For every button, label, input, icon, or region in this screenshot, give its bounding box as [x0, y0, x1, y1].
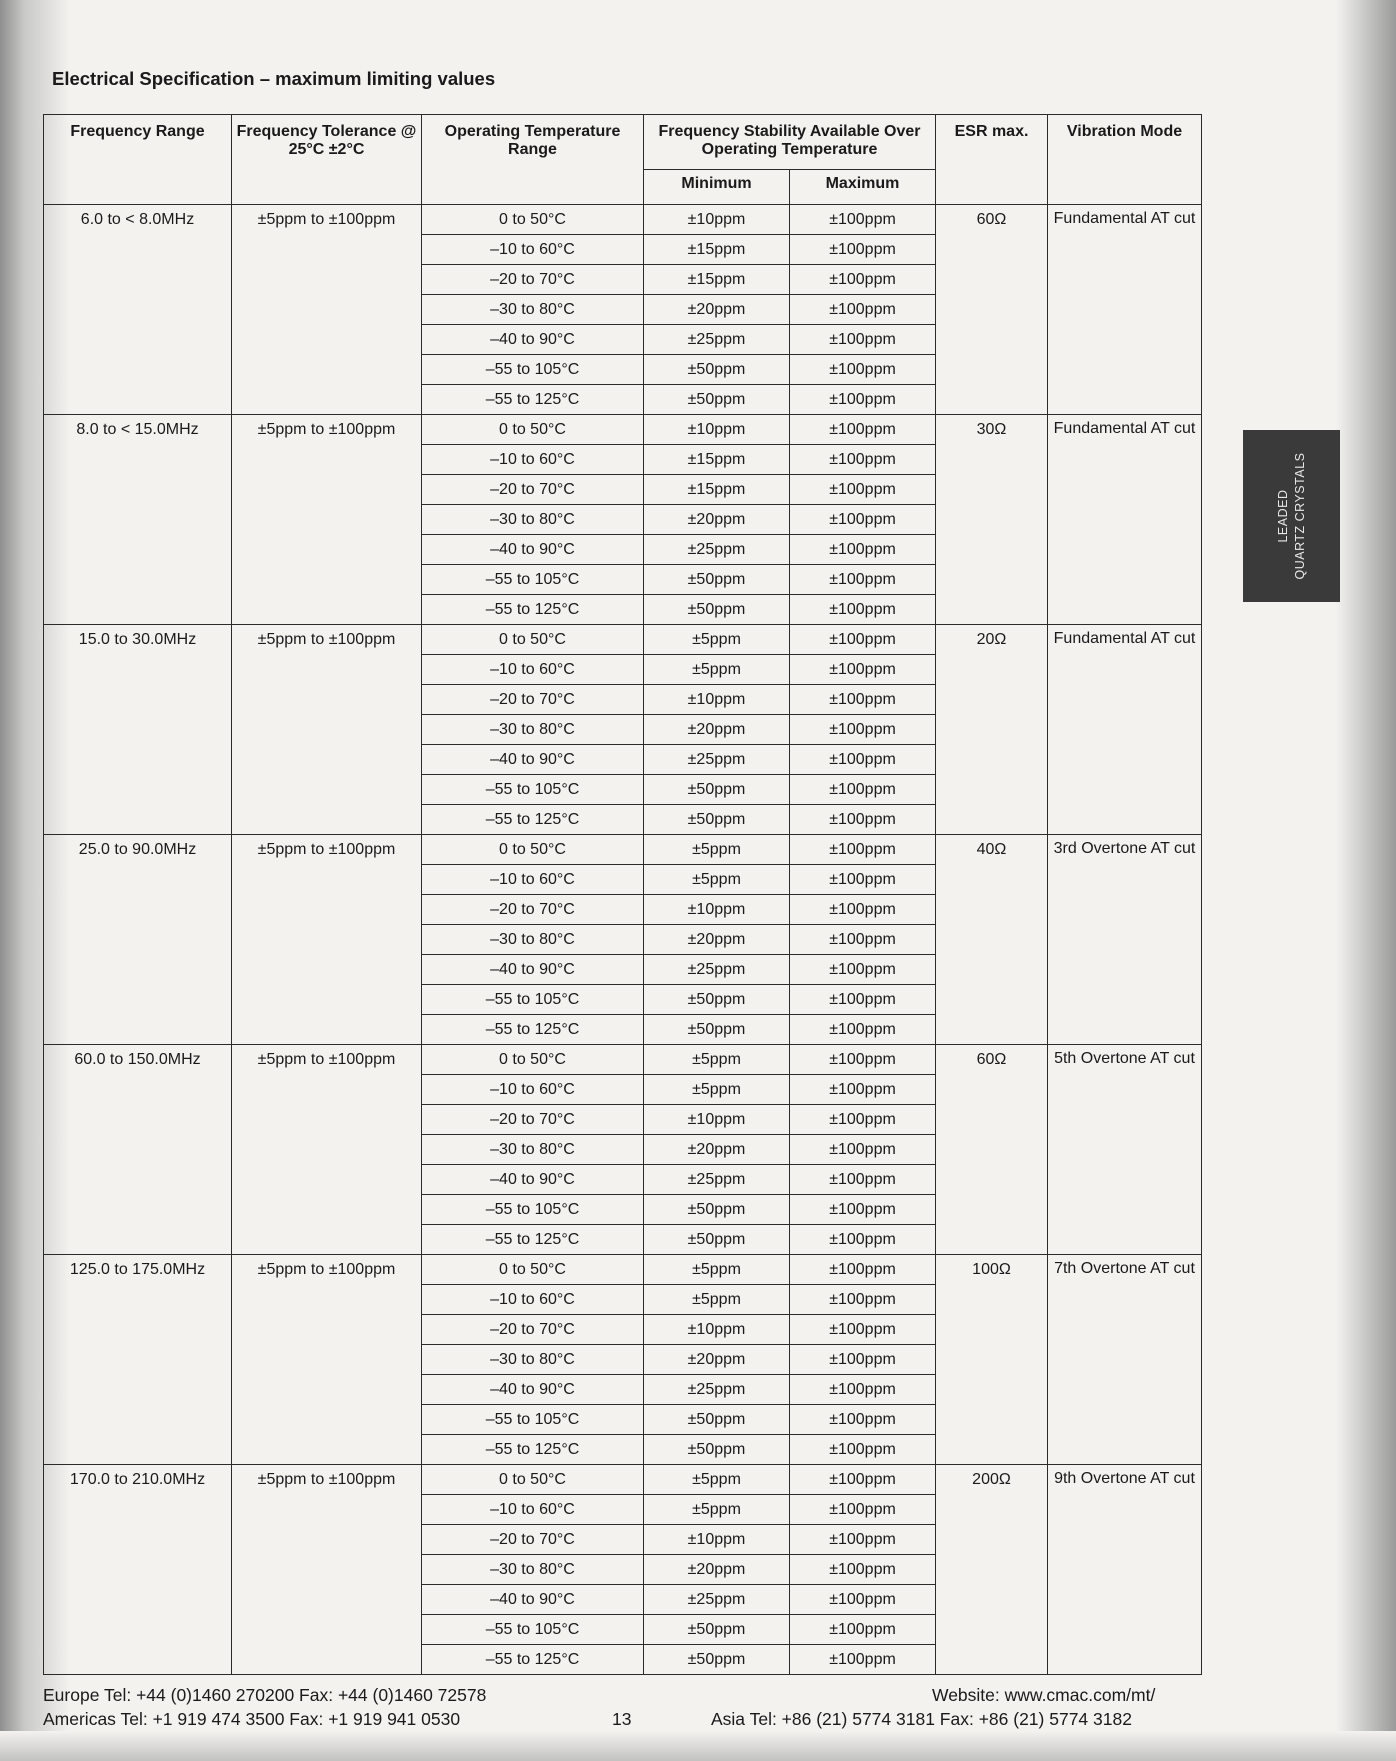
stability-min-cell: ±5ppm [644, 1465, 790, 1495]
stability-min-cell: ±50ppm [644, 1405, 790, 1435]
spec-table-body [44, 205, 1202, 1675]
stability-max-cell: ±100ppm [790, 325, 936, 355]
temperature-range-cell: –30 to 80°C [422, 505, 644, 535]
frequency-tolerance-cell: ±5ppm to ±100ppm [232, 1465, 422, 1675]
stability-max-cell: ±100ppm [790, 745, 936, 775]
temperature-range-cell: –40 to 90°C [422, 1375, 644, 1405]
temperature-range-cell: –30 to 80°C [422, 1555, 644, 1585]
stability-min-cell: ±5ppm [644, 865, 790, 895]
table-row [44, 1255, 1202, 1285]
frequency-range-cell: 15.0 to 30.0MHz [44, 625, 232, 835]
stability-min-cell: ±50ppm [644, 1615, 790, 1645]
stability-max-cell: ±100ppm [790, 505, 936, 535]
stability-max-cell: ±100ppm [790, 1615, 936, 1645]
stability-min-cell: ±10ppm [644, 895, 790, 925]
frequency-tolerance-cell: ±5ppm to ±100ppm [232, 625, 422, 835]
vibration-mode-cell: Fundamental AT cut [1048, 205, 1202, 415]
stability-max-cell: ±100ppm [790, 1555, 936, 1585]
table-row [44, 625, 1202, 655]
stability-max-cell: ±100ppm [790, 385, 936, 415]
stability-max-cell: ±100ppm [790, 295, 936, 325]
stability-min-cell: ±50ppm [644, 1645, 790, 1675]
side-tab-line1: LEADED [1275, 489, 1290, 543]
stability-min-cell: ±50ppm [644, 1015, 790, 1045]
stability-min-cell: ±50ppm [644, 355, 790, 385]
header-maximum: Maximum [790, 170, 936, 205]
vibration-mode-cell: Fundamental AT cut [1048, 625, 1202, 835]
stability-max-cell: ±100ppm [790, 1495, 936, 1525]
frequency-tolerance-cell: ±5ppm to ±100ppm [232, 1045, 422, 1255]
stability-min-cell: ±25ppm [644, 325, 790, 355]
stability-min-cell: ±50ppm [644, 1195, 790, 1225]
temperature-range-cell: –40 to 90°C [422, 325, 644, 355]
vibration-mode-cell: Fundamental AT cut [1048, 415, 1202, 625]
temperature-range-cell: –40 to 90°C [422, 745, 644, 775]
stability-max-cell: ±100ppm [790, 1405, 936, 1435]
table-row [44, 1465, 1202, 1495]
temperature-range-cell: –55 to 125°C [422, 595, 644, 625]
temperature-range-cell: –10 to 60°C [422, 865, 644, 895]
temperature-range-cell: –55 to 125°C [422, 1225, 644, 1255]
stability-min-cell: ±20ppm [644, 715, 790, 745]
stability-max-cell: ±100ppm [790, 625, 936, 655]
temperature-range-cell: –55 to 105°C [422, 1405, 644, 1435]
stability-max-cell: ±100ppm [790, 415, 936, 445]
stability-min-cell: ±25ppm [644, 535, 790, 565]
stability-min-cell: ±10ppm [644, 1315, 790, 1345]
stability-max-cell: ±100ppm [790, 925, 936, 955]
stability-min-cell: ±20ppm [644, 505, 790, 535]
esr-cell: 60Ω [936, 1045, 1048, 1255]
header-frequency-range: Frequency Range [44, 115, 232, 205]
stability-max-cell: ±100ppm [790, 1015, 936, 1045]
temperature-range-cell: –40 to 90°C [422, 535, 644, 565]
side-tab-line2: QUARTZ CRYSTALS [1292, 452, 1307, 580]
frequency-range-cell: 170.0 to 210.0MHz [44, 1465, 232, 1675]
stability-min-cell: ±5ppm [644, 655, 790, 685]
temperature-range-cell: –40 to 90°C [422, 955, 644, 985]
stability-min-cell: ±15ppm [644, 235, 790, 265]
table-row [44, 1045, 1202, 1075]
temperature-range-cell: –10 to 60°C [422, 1285, 644, 1315]
vibration-mode-cell: 9th Overtone AT cut [1048, 1465, 1202, 1675]
esr-cell: 40Ω [936, 835, 1048, 1045]
temperature-range-cell: –20 to 70°C [422, 1315, 644, 1345]
stability-min-cell: ±5ppm [644, 1075, 790, 1105]
temperature-range-cell: 0 to 50°C [422, 625, 644, 655]
stability-max-cell: ±100ppm [790, 445, 936, 475]
temperature-range-cell: –10 to 60°C [422, 445, 644, 475]
stability-max-cell: ±100ppm [790, 715, 936, 745]
temperature-range-cell: –20 to 70°C [422, 475, 644, 505]
stability-min-cell: ±10ppm [644, 1105, 790, 1135]
header-minimum: Minimum [644, 170, 790, 205]
page-title: Electrical Specification – maximum limiting values [52, 68, 496, 89]
electrical-spec-table [43, 114, 1202, 1675]
stability-min-cell: ±20ppm [644, 1135, 790, 1165]
section-side-tab [1243, 430, 1340, 602]
stability-min-cell: ±50ppm [644, 985, 790, 1015]
stability-min-cell: ±20ppm [644, 1345, 790, 1375]
stability-min-cell: ±10ppm [644, 415, 790, 445]
stability-min-cell: ±10ppm [644, 205, 790, 235]
header-frequency-tolerance: Frequency Tolerance @ 25°C ±2°C [232, 115, 422, 205]
header-frequency-stability: Frequency Stability Available Over Operating Temperature [644, 115, 936, 170]
stability-max-cell: ±100ppm [790, 565, 936, 595]
stability-min-cell: ±5ppm [644, 835, 790, 865]
stability-max-cell: ±100ppm [790, 805, 936, 835]
vibration-mode-cell: 5th Overtone AT cut [1048, 1045, 1202, 1255]
stability-max-cell: ±100ppm [790, 835, 936, 865]
stability-max-cell: ±100ppm [790, 1465, 936, 1495]
table-row [44, 835, 1202, 865]
footer-website: Website: www.cmac.com/mt/ [932, 1685, 1156, 1705]
stability-max-cell: ±100ppm [790, 655, 936, 685]
temperature-range-cell: –55 to 105°C [422, 985, 644, 1015]
stability-max-cell: ±100ppm [790, 895, 936, 925]
page-shadow-right [1336, 0, 1396, 1761]
temperature-range-cell: –40 to 90°C [422, 1585, 644, 1615]
temperature-range-cell: –30 to 80°C [422, 925, 644, 955]
stability-max-cell: ±100ppm [790, 1645, 936, 1675]
stability-max-cell: ±100ppm [790, 1375, 936, 1405]
temperature-range-cell: –55 to 125°C [422, 1435, 644, 1465]
stability-min-cell: ±5ppm [644, 1045, 790, 1075]
stability-max-cell: ±100ppm [790, 1315, 936, 1345]
stability-min-cell: ±25ppm [644, 1375, 790, 1405]
temperature-range-cell: –55 to 105°C [422, 1195, 644, 1225]
stability-min-cell: ±25ppm [644, 1585, 790, 1615]
stability-max-cell: ±100ppm [790, 1255, 936, 1285]
stability-min-cell: ±50ppm [644, 1435, 790, 1465]
stability-min-cell: ±15ppm [644, 445, 790, 475]
frequency-range-cell: 125.0 to 175.0MHz [44, 1255, 232, 1465]
temperature-range-cell: –30 to 80°C [422, 1135, 644, 1165]
frequency-range-cell: 8.0 to < 15.0MHz [44, 415, 232, 625]
stability-max-cell: ±100ppm [790, 1195, 936, 1225]
temperature-range-cell: –10 to 60°C [422, 235, 644, 265]
vibration-mode-cell: 3rd Overtone AT cut [1048, 835, 1202, 1045]
stability-max-cell: ±100ppm [790, 1135, 936, 1165]
stability-max-cell: ±100ppm [790, 955, 936, 985]
temperature-range-cell: –55 to 105°C [422, 1615, 644, 1645]
stability-min-cell: ±5ppm [644, 625, 790, 655]
temperature-range-cell: –10 to 60°C [422, 1075, 644, 1105]
temperature-range-cell: 0 to 50°C [422, 205, 644, 235]
stability-max-cell: ±100ppm [790, 595, 936, 625]
header-operating-temperature-range: Operating Temperature Range [422, 115, 644, 205]
stability-max-cell: ±100ppm [790, 355, 936, 385]
stability-min-cell: ±20ppm [644, 295, 790, 325]
esr-cell: 60Ω [936, 205, 1048, 415]
page-shadow-bottom [0, 1731, 1396, 1761]
stability-min-cell: ±50ppm [644, 385, 790, 415]
esr-cell: 20Ω [936, 625, 1048, 835]
stability-max-cell: ±100ppm [790, 1285, 936, 1315]
temperature-range-cell: –20 to 70°C [422, 685, 644, 715]
esr-cell: 30Ω [936, 415, 1048, 625]
temperature-range-cell: –30 to 80°C [422, 295, 644, 325]
temperature-range-cell: –55 to 125°C [422, 805, 644, 835]
stability-min-cell: ±5ppm [644, 1495, 790, 1525]
stability-min-cell: ±15ppm [644, 475, 790, 505]
stability-min-cell: ±10ppm [644, 685, 790, 715]
stability-min-cell: ±50ppm [644, 775, 790, 805]
stability-max-cell: ±100ppm [790, 1075, 936, 1105]
frequency-range-cell: 6.0 to < 8.0MHz [44, 205, 232, 415]
temperature-range-cell: 0 to 50°C [422, 835, 644, 865]
stability-min-cell: ±50ppm [644, 595, 790, 625]
stability-min-cell: ±20ppm [644, 1555, 790, 1585]
stability-min-cell: ±15ppm [644, 265, 790, 295]
stability-max-cell: ±100ppm [790, 1345, 936, 1375]
temperature-range-cell: –55 to 125°C [422, 1015, 644, 1045]
frequency-tolerance-cell: ±5ppm to ±100ppm [232, 205, 422, 415]
footer-europe-contact: Europe Tel: +44 (0)1460 270200 Fax: +44 (0)1460 72578 [43, 1685, 487, 1705]
esr-cell: 100Ω [936, 1255, 1048, 1465]
stability-max-cell: ±100ppm [790, 1225, 936, 1255]
stability-max-cell: ±100ppm [790, 265, 936, 295]
temperature-range-cell: 0 to 50°C [422, 415, 644, 445]
stability-min-cell: ±25ppm [644, 1165, 790, 1195]
stability-max-cell: ±100ppm [790, 535, 936, 565]
stability-max-cell: ±100ppm [790, 1435, 936, 1465]
stability-min-cell: ±50ppm [644, 1225, 790, 1255]
stability-min-cell: ±5ppm [644, 1285, 790, 1315]
stability-min-cell: ±50ppm [644, 565, 790, 595]
page-number: 13 [612, 1709, 632, 1729]
stability-max-cell: ±100ppm [790, 475, 936, 505]
stability-max-cell: ±100ppm [790, 985, 936, 1015]
temperature-range-cell: –10 to 60°C [422, 1495, 644, 1525]
temperature-range-cell: –20 to 70°C [422, 1105, 644, 1135]
temperature-range-cell: –20 to 70°C [422, 265, 644, 295]
stability-max-cell: ±100ppm [790, 775, 936, 805]
stability-max-cell: ±100ppm [790, 1045, 936, 1075]
temperature-range-cell: 0 to 50°C [422, 1045, 644, 1075]
header-esr: ESR max. [936, 115, 1048, 205]
stability-max-cell: ±100ppm [790, 865, 936, 895]
temperature-range-cell: –55 to 125°C [422, 1645, 644, 1675]
footer-asia-contact: Asia Tel: +86 (21) 5774 3181 Fax: +86 (21) 5774 3182 [711, 1709, 1132, 1729]
temperature-range-cell: –55 to 105°C [422, 775, 644, 805]
frequency-tolerance-cell: ±5ppm to ±100ppm [232, 1255, 422, 1465]
stability-min-cell: ±10ppm [644, 1525, 790, 1555]
temperature-range-cell: –30 to 80°C [422, 715, 644, 745]
temperature-range-cell: –40 to 90°C [422, 1165, 644, 1195]
temperature-range-cell: –55 to 105°C [422, 355, 644, 385]
stability-min-cell: ±25ppm [644, 745, 790, 775]
footer-americas-contact: Americas Tel: +1 919 474 3500 Fax: +1 919 941 0530 [43, 1709, 461, 1729]
temperature-range-cell: –55 to 105°C [422, 565, 644, 595]
stability-min-cell: ±50ppm [644, 805, 790, 835]
frequency-range-cell: 25.0 to 90.0MHz [44, 835, 232, 1045]
vibration-mode-cell: 7th Overtone AT cut [1048, 1255, 1202, 1465]
temperature-range-cell: 0 to 50°C [422, 1465, 644, 1495]
stability-max-cell: ±100ppm [790, 1525, 936, 1555]
stability-min-cell: ±25ppm [644, 955, 790, 985]
stability-max-cell: ±100ppm [790, 1165, 936, 1195]
frequency-tolerance-cell: ±5ppm to ±100ppm [232, 835, 422, 1045]
frequency-tolerance-cell: ±5ppm to ±100ppm [232, 415, 422, 625]
stability-max-cell: ±100ppm [790, 1585, 936, 1615]
temperature-range-cell: –10 to 60°C [422, 655, 644, 685]
frequency-range-cell: 60.0 to 150.0MHz [44, 1045, 232, 1255]
stability-max-cell: ±100ppm [790, 1105, 936, 1135]
temperature-range-cell: –20 to 70°C [422, 895, 644, 925]
temperature-range-cell: 0 to 50°C [422, 1255, 644, 1285]
table-row [44, 415, 1202, 445]
header-vibration-mode: Vibration Mode [1048, 115, 1202, 205]
stability-min-cell: ±5ppm [644, 1255, 790, 1285]
table-row [44, 205, 1202, 235]
stability-min-cell: ±20ppm [644, 925, 790, 955]
stability-max-cell: ±100ppm [790, 235, 936, 265]
temperature-range-cell: –55 to 125°C [422, 385, 644, 415]
temperature-range-cell: –20 to 70°C [422, 1525, 644, 1555]
stability-max-cell: ±100ppm [790, 205, 936, 235]
stability-max-cell: ±100ppm [790, 685, 936, 715]
esr-cell: 200Ω [936, 1465, 1048, 1675]
temperature-range-cell: –30 to 80°C [422, 1345, 644, 1375]
